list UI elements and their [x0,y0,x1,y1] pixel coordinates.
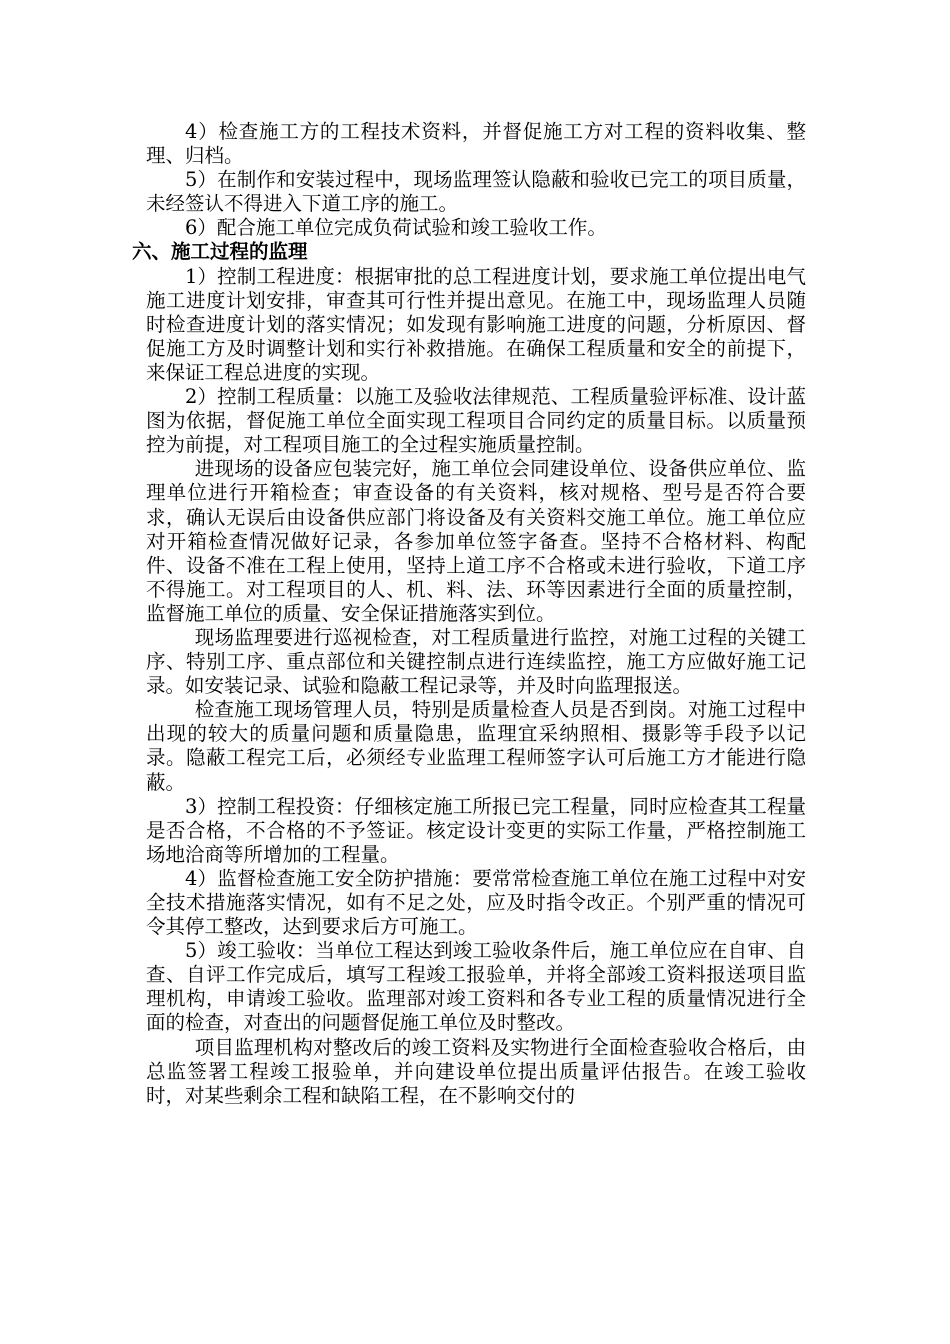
paragraph-item-6: 6）配合施工单位完成负荷试验和竣工验收工作。 [185,216,607,240]
paragraph-staff-check: 检查施工现场管理人员，特别是质量检查人员是否到岗。对施工过程中出现的较大的质量问题和质量隐患，监理宜采纳照相、摄影等手段予以记录。隐蔽工程完工后，必须经专业监理工程师签字认可后施工方才能进行隐蔽。 [146,698,806,794]
paragraph-site-patrol: 现场监理要进行巡视检查，对工程质量进行监控，对施工过程的关键工序、特别工序、重点部位和关键控制点进行连续监控，施工方应做好施工记录。如安装记录、试验和隐蔽工程记录等，并及时向监理报送。 [146,625,806,698]
paragraph-completion-acceptance: 5）竣工验收：当单位工程达到竣工验收条件后，施工单位应在自审、自查、自评工作完成后，填写工程竣工报验单，并将全部竣工资料报送项目监理机构，申请竣工验收。监理部对竣工资料和各专业工程的质量情况进行全面的检查，对查出的问题督促施工单位及时整改。 [146,939,806,1035]
paragraph-equipment-inspection: 进现场的设备应包装完好，施工单位会同建设单位、设备供应单位、监理单位进行开箱检查；审查设备的有关资料，核对规格、型号是否符合要求，确认无误后由设备供应部门将设备及有关资料交施工单位。施工单位应对开箱检查情况做好记录，各参加单位签字备查。坚持不合格材料、构配件、设备不准在工程上使用，坚持上道工序不合格或未进行验收，下道工序不得施工。对工程项目的人、机、料、法、环等因素进行全面的质量控制，监督施工单位的质量、安全保证措施落实到位。 [146,457,806,625]
paragraph-safety-supervision: 4）监督检查施工安全防护措施：要常常检查施工单位在施工过程中对安全技术措施落实情况，如有不足之处，应及时指令改正。个别严重的情况可令其停工整改，达到要求后方可施工。 [146,866,806,939]
paragraph-final-inspection: 项目监理机构对整改后的竣工资料及实物进行全面检查验收合格后，由总监签署工程竣工报验单，并向建设单位提出质量评估报告。在竣工验收时，对某些剩余工程和缺陷工程，在不影响交付的 [146,1035,806,1107]
paragraph-item-5: 5）在制作和安装过程中，现场监理签认隐蔽和验收已完工的项目质量，未经签认不得进入下道工序的施工。 [146,168,806,216]
paragraph-item-4: 4）检查施工方的工程技术资料，并督促施工方对工程的资料收集、整理、归档。 [146,120,806,168]
paragraph-investment-control: 3）控制工程投资：仔细核定施工所报已完工程量，同时应检查其工程量是否合格，不合格的不予签证。核定设计变更的实际工作量，严格控制施工场地洽商等所增加的工程量。 [146,794,806,866]
document-page [132,120,806,1108]
paragraph-progress-control: 1）控制工程进度：根据审批的总工程进度计划，要求施工单位提出电气施工进度计划安排，审查其可行性并提出意见。在施工中，现场监理人员随时检查进度计划的落实情况；如发现有影响施工进度的问题，分析原因、督促施工方及时调整计划和实行补救措施。在确保工程质量和安全的前提下，来保证工程总进度的实现。 [146,264,806,384]
paragraph-quality-control: 2）控制工程质量：以施工及验收法律规范、工程质量验评标准、设计蓝图为依据，督促施工单位全面实现工程项目合同约定的质量目标。以质量预控为前提，对工程项目施工的全过程实施质量控制。 [146,385,806,457]
section-heading: 六、施工过程的监理 [132,240,308,264]
